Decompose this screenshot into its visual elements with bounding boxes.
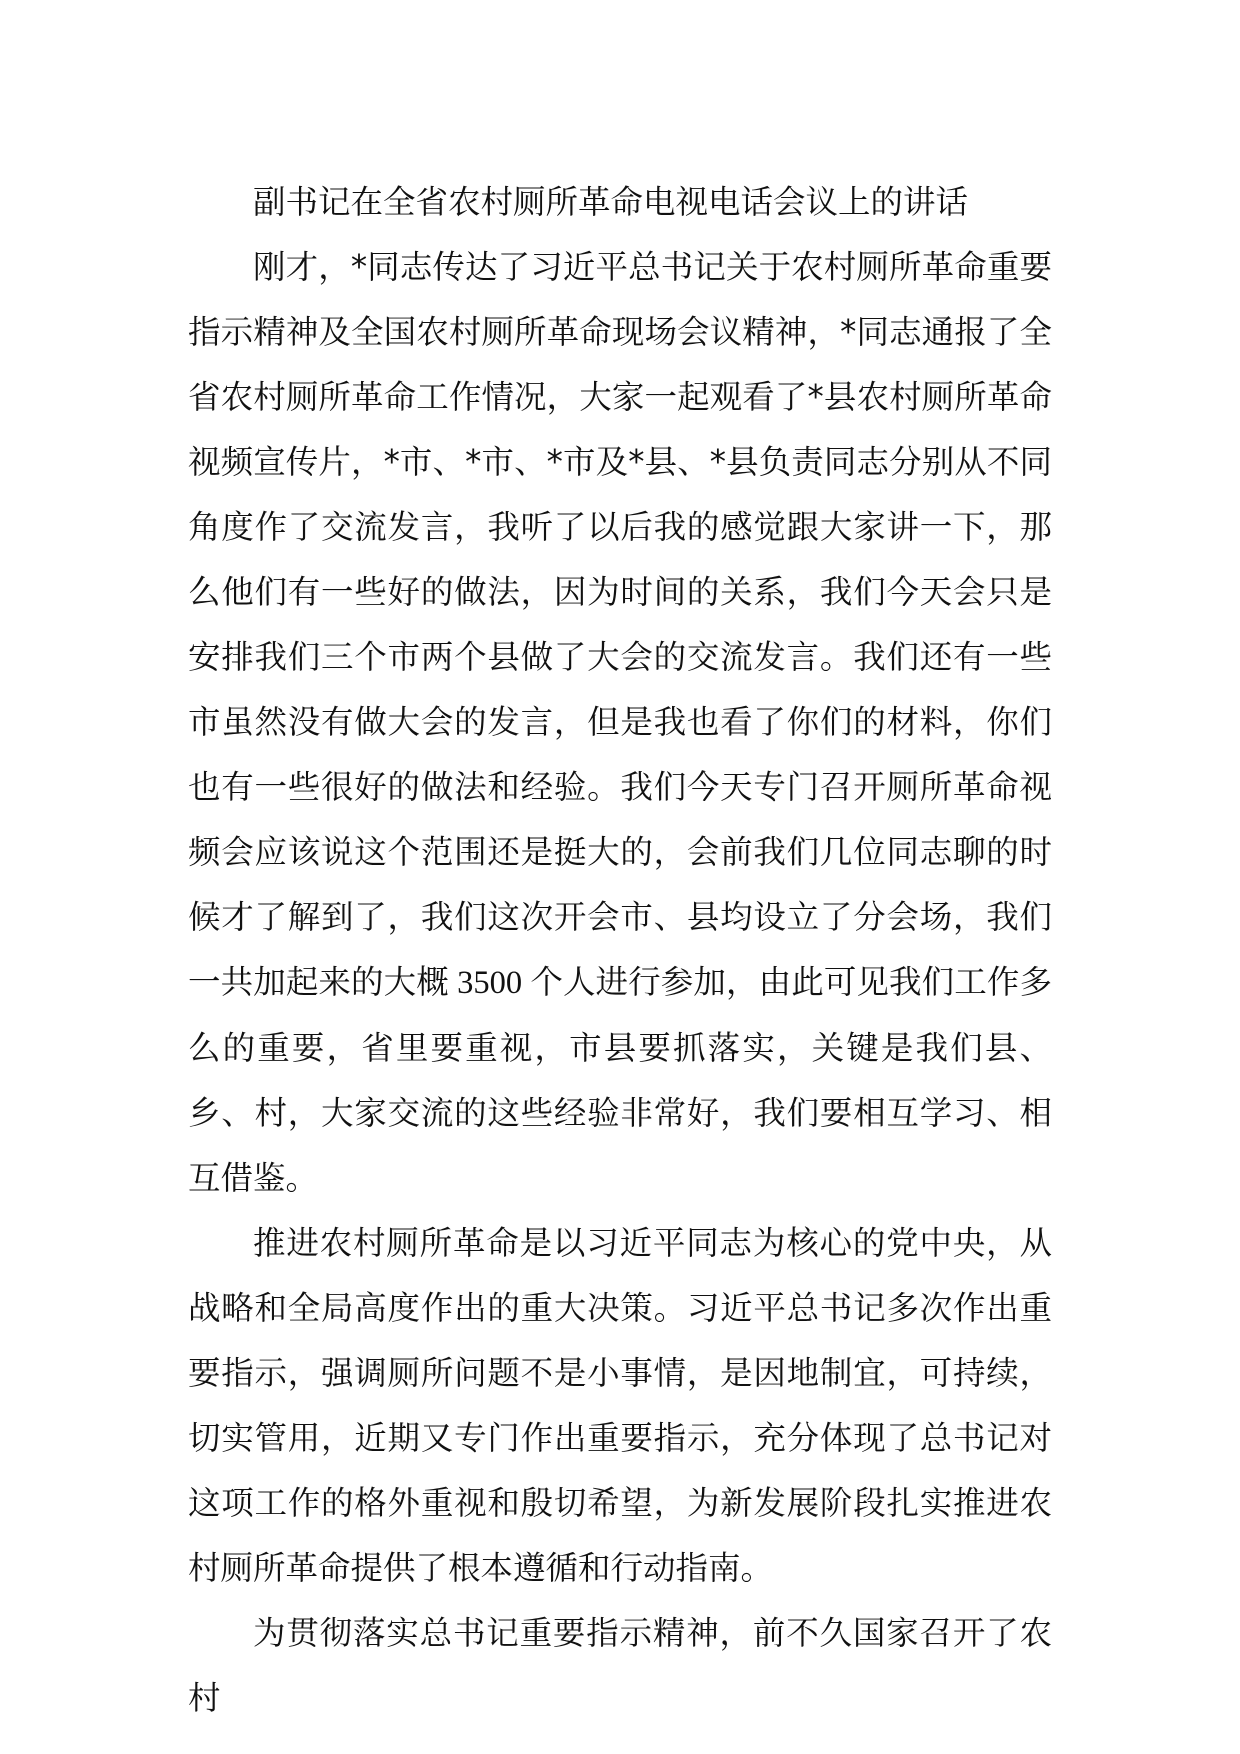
paragraph-3: 为贯彻落实总书记重要指示精神，前不久国家召开了农村 (188, 1614, 1052, 1717)
paragraph-1-text-before: 刚才，*同志传达了习近平总书记关于农村厕所革命重要指示精神及全国农村厕所革命现场会议精神，*同志通报了全省农村厕所革命工作情况，大家一起观看了*县农村厕所革命视频宣传片，*市、*市、*市及*县、*县负责同志分别从不同角度作了交流发言，我听了以后我的感觉跟大家讲一下，那么他们有一些好的做法，因为时间的关系，我们今天会只是安排我们三个市两个县做了大会的交流发言。我们还有一些市虽然没有做大会的发言，但是我也看了你们的材料，你们也有一些很好的做法和经验。我们今天专门召开厕所革命视频会应该说这个范围还是挺大的，会前我们几位同志聊的时候才了解到了，我们这次开会市、县均设立了分会场，我们一共加起来的大概 (188, 248, 1052, 1001)
paragraph-2: 推进农村厕所革命是以习近平同志为核心的党中央，从战略和全局高度作出的重大决策。习近平总书记多次作出重要指示，强调厕所问题不是小事情，是因地制宜，可持续，切实管用，近期又专门作出重要指示，充分体现了总书记对这项工作的格外重视和殷切希望，为新发展阶段扎实推进农村厕所革命提供了根本遵循和行动指南。 (188, 1224, 1052, 1587)
document-page (188, 170, 1052, 1731)
paragraph-1 (188, 235, 1052, 1211)
paragraph-1-text-after: 个人进行参加，由此可见我们工作多么的重要，省里要重视，市县要抓落实，关键是我们县、乡、村，大家交流的这些经验非常好，我们要相互学习、相互借鉴。 (188, 963, 1052, 1197)
document-title: 副书记在全省农村厕所革命电视电话会议上的讲话 (253, 183, 969, 221)
paragraph-1-number: 3500 (448, 965, 531, 1001)
